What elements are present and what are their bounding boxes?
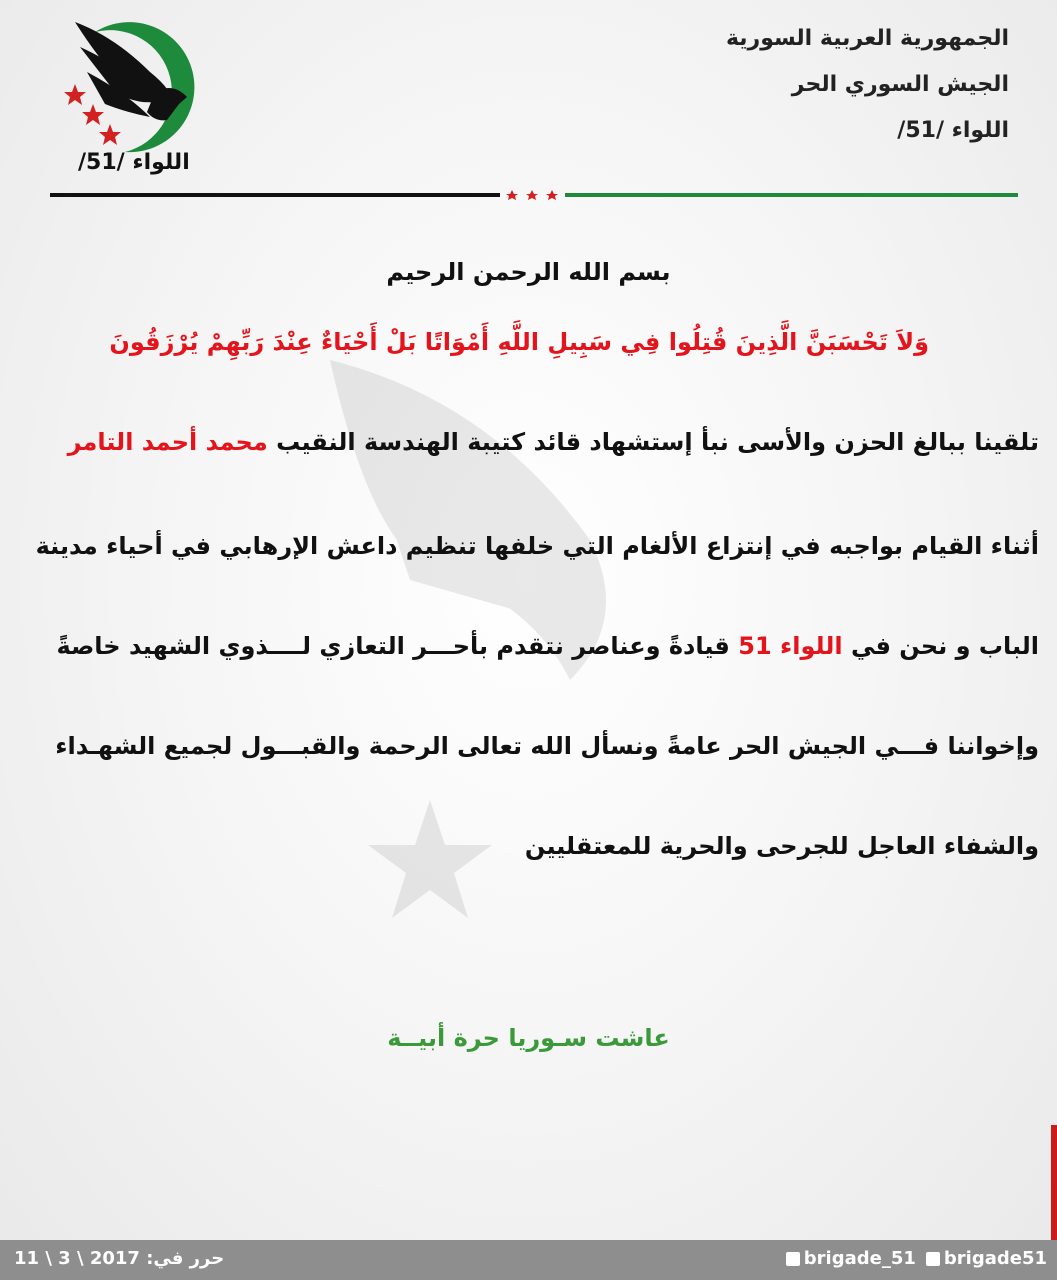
line3-text-b: قيادةً وعناصر نتقدم بأحـــر التعازي لــــذوي الشهيد خاصةً: [56, 632, 739, 660]
brigade-name: اللواء 51: [738, 632, 843, 660]
basmala: بسم الله الرحمن الرحيم: [386, 258, 671, 286]
handle-2-text: brigade_51: [803, 1248, 916, 1269]
quran-verse: وَلاَ تَحْسَبَنَّ الَّذِينَ قُتِلُوا فِي سَبِيلِ اللَّهِ أَمْوَاتًا بَلْ أَحْيَاءٌ عِنْدَ رَبِّهِمْ يُرْزَقُونَ: [109, 328, 929, 356]
logo-brigade-label: اللواء /51/: [78, 150, 190, 175]
telegram-icon: [926, 1252, 940, 1266]
line3-text-a: الباب و نحن في: [842, 632, 1039, 660]
paragraph-line-5: والشفاء العاجل للجرحى والحرية للمعتقليين: [524, 832, 1039, 860]
issue-date: حرر في: 2017 \ 3 \ 11: [14, 1248, 225, 1269]
side-accent-bar: [1051, 1125, 1057, 1240]
header-brigade: اللواء /51/: [897, 118, 1009, 143]
header-divider: [50, 190, 1018, 200]
footer-bar: [0, 1240, 1057, 1280]
paragraph-line-4: وإخواننا فـــي الجيش الحر عامةً ونسأل الله تعالى الرحمة والقبـــول لجميع الشهـداء: [55, 732, 1039, 760]
handle-1-text: brigade51: [943, 1248, 1047, 1269]
header-title-block: [726, 28, 1009, 166]
paragraph-line-2: أثناء القيام بواجبه في إنتزاع الألغام التي خلفها تنظيم داعش الإرهابي في أحياء مدينة: [35, 532, 1039, 560]
paragraph-line-3: [9, 632, 1039, 660]
closing-slogan: عاشت سـوريا حرة أبيــة: [387, 1024, 670, 1052]
header-country: الجمهورية العربية السورية: [725, 26, 1009, 51]
social-handles: [786, 1248, 1047, 1269]
header-army: الجيش السوري الحر: [791, 72, 1009, 97]
line1-text: تلقينا ببالغ الحزن والأسى نبأ إستشهاد قائد كتيبة الهندسة النقيب: [267, 428, 1039, 456]
social-handle-2[interactable]: [786, 1248, 916, 1269]
twitter-icon: [786, 1252, 800, 1266]
martyr-name: محمد أحمد التامر: [67, 428, 268, 456]
paragraph-line-1: [9, 428, 1039, 456]
social-handle-1[interactable]: [926, 1248, 1047, 1269]
